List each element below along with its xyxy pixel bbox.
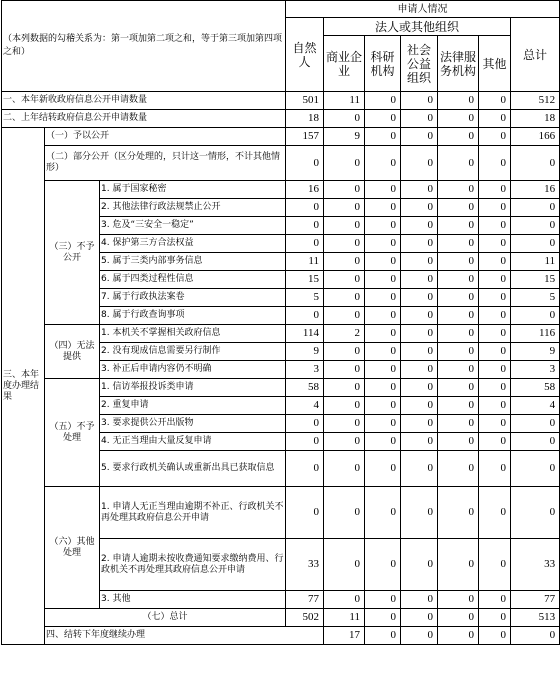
- natural-person-header: 自然人: [286, 18, 324, 92]
- row-label: （一）予以公开: [45, 128, 286, 146]
- cell-value: 0: [438, 591, 479, 609]
- cell-value: 0: [365, 609, 401, 627]
- cell-value: 0: [511, 415, 560, 433]
- cell-value: 0: [401, 199, 438, 217]
- cell-value: 0: [479, 253, 511, 271]
- cell-value: 0: [511, 451, 560, 487]
- cell-value: 0: [365, 271, 401, 289]
- cell-value: 0: [401, 92, 438, 110]
- cell-value: 0: [438, 487, 479, 539]
- cell-value: 0: [438, 451, 479, 487]
- cell-value: 0: [438, 397, 479, 415]
- cell-value: 0: [479, 181, 511, 199]
- cell-value: 4: [511, 397, 560, 415]
- cell-value: 0: [401, 181, 438, 199]
- cell-value: 0: [286, 199, 324, 217]
- cell-value: 0: [401, 325, 438, 343]
- table-row: [2, 128, 560, 146]
- cell-value: 9: [511, 343, 560, 361]
- cell-value: 0: [365, 487, 401, 539]
- cell-value: 9: [286, 343, 324, 361]
- cell-value: 0: [511, 199, 560, 217]
- cell-value: 17: [324, 627, 365, 645]
- cell-value: 0: [511, 307, 560, 325]
- cell-value: 15: [511, 271, 560, 289]
- cell-value: 3: [286, 361, 324, 379]
- group-label: （六）其他处理: [45, 487, 100, 609]
- cell-value: 18: [511, 110, 560, 128]
- cell-value: 0: [511, 146, 560, 181]
- cell-value: 11: [324, 92, 365, 110]
- commercial-header: 商业企业: [324, 36, 365, 92]
- cell-value: 0: [401, 433, 438, 451]
- cell-value: 0: [438, 379, 479, 397]
- cell-value: 0: [511, 487, 560, 539]
- cell-value: 0: [324, 307, 365, 325]
- row-label: 2. 申请人逾期未按收费通知要求缴纳费用、行政机关不再处理其政府信息公开申请: [100, 539, 286, 591]
- row-label: 4. 保护第三方合法权益: [100, 235, 286, 253]
- cell-value: 3: [511, 361, 560, 379]
- cell-value: 0: [479, 627, 511, 645]
- cell-value: 0: [479, 92, 511, 110]
- cell-value: 0: [438, 325, 479, 343]
- cell-value: 0: [324, 415, 365, 433]
- cell-value: 0: [438, 128, 479, 146]
- cell-value: 0: [438, 343, 479, 361]
- cell-value: 0: [438, 307, 479, 325]
- cell-value: 0: [365, 415, 401, 433]
- other-header: 其他: [479, 36, 511, 92]
- cell-value: 0: [365, 397, 401, 415]
- cell-value: 0: [324, 253, 365, 271]
- cell-value: 0: [438, 253, 479, 271]
- cell-value: 0: [401, 271, 438, 289]
- row-label: 一、本年新收政府信息公开申请数量: [2, 92, 286, 110]
- row-label: 6. 属于四类过程性信息: [100, 271, 286, 289]
- total-header: 总计: [511, 18, 560, 92]
- cell-value: 0: [438, 146, 479, 181]
- cell-value: 0: [365, 235, 401, 253]
- cell-value: 0: [511, 235, 560, 253]
- cell-value: 77: [286, 591, 324, 609]
- cell-value: 11: [324, 609, 365, 627]
- cell-value: 0: [365, 92, 401, 110]
- cell-value: 0: [479, 289, 511, 307]
- cell-value: 0: [479, 307, 511, 325]
- cell-value: 58: [511, 379, 560, 397]
- row-label: 二、上年结转政府信息公开申请数量: [2, 110, 286, 128]
- cell-value: 0: [401, 289, 438, 307]
- table-row: [2, 146, 560, 181]
- cell-value: 11: [286, 253, 324, 271]
- row-label: 5. 要求行政机关确认或重新出具已获取信息: [100, 451, 286, 487]
- cell-value: 0: [479, 199, 511, 217]
- table-row: [2, 379, 560, 397]
- cell-value: 0: [479, 235, 511, 253]
- data-table: [1, 0, 560, 645]
- social-header: 社会公益组织: [401, 36, 438, 92]
- cell-value: 0: [438, 415, 479, 433]
- cell-value: 0: [479, 487, 511, 539]
- cell-value: 0: [324, 397, 365, 415]
- cell-value: 0: [401, 343, 438, 361]
- table-note: （本列数据的勾稽关系为：第一项加第二项之和，等于第三项加第四项之和）: [2, 1, 286, 92]
- cell-value: 0: [365, 433, 401, 451]
- cell-value: 18: [286, 110, 324, 128]
- cell-value: 0: [438, 235, 479, 253]
- row-label: 3. 危及“三安全一稳定”: [100, 217, 286, 235]
- cell-value: 0: [324, 289, 365, 307]
- row-label: 2. 其他法律行政法规禁止公开: [100, 199, 286, 217]
- cell-value: 0: [479, 110, 511, 128]
- cell-value: 0: [324, 146, 365, 181]
- cell-value: 77: [511, 591, 560, 609]
- cell-value: 0: [286, 433, 324, 451]
- cell-value: 5: [286, 289, 324, 307]
- cell-value: 0: [401, 217, 438, 235]
- cell-value: 0: [324, 181, 365, 199]
- cell-value: 0: [324, 433, 365, 451]
- cell-value: 0: [479, 415, 511, 433]
- cell-value: 0: [479, 217, 511, 235]
- cell-value: 0: [286, 146, 324, 181]
- cell-value: 0: [324, 235, 365, 253]
- cell-value: 16: [286, 181, 324, 199]
- cell-value: 0: [324, 591, 365, 609]
- cell-value: 0: [479, 433, 511, 451]
- cell-value: 16: [511, 181, 560, 199]
- cell-value: 0: [401, 110, 438, 128]
- cell-value: 4: [286, 397, 324, 415]
- legal-org-header: 法人或其他组织: [324, 18, 511, 36]
- row-label: 1. 本机关不掌握相关政府信息: [100, 325, 286, 343]
- cell-value: 0: [401, 487, 438, 539]
- cell-value: 0: [324, 451, 365, 487]
- cell-value: 0: [324, 361, 365, 379]
- section-3-label: 三、本年度办理结果: [2, 128, 45, 645]
- cell-value: 0: [401, 591, 438, 609]
- cell-value: 0: [479, 271, 511, 289]
- row-label: 2. 没有现成信息需要另行制作: [100, 343, 286, 361]
- cell-value: 0: [401, 146, 438, 181]
- cell-value: 0: [365, 146, 401, 181]
- table-row: [2, 110, 560, 128]
- cell-value: 0: [479, 146, 511, 181]
- cell-value: 0: [479, 609, 511, 627]
- cell-value: 0: [401, 307, 438, 325]
- cell-value: 166: [511, 128, 560, 146]
- cell-value: 0: [401, 128, 438, 146]
- cell-value: 58: [286, 379, 324, 397]
- cell-value: 0: [438, 627, 479, 645]
- row-label: 8. 属于行政查询事项: [100, 307, 286, 325]
- cell-value: 0: [286, 415, 324, 433]
- cell-value: 0: [365, 539, 401, 591]
- row-label: 5. 属于三类内部事务信息: [100, 253, 286, 271]
- cell-value: 0: [286, 487, 324, 539]
- research-header: 科研机构: [365, 36, 401, 92]
- cell-value: 9: [324, 128, 365, 146]
- table-row: [2, 325, 560, 343]
- row-label: 3. 要求提供公开出版物: [100, 415, 286, 433]
- cell-value: 0: [511, 627, 560, 645]
- cell-value: 2: [324, 325, 365, 343]
- cell-value: 0: [365, 253, 401, 271]
- cell-value: 0: [324, 487, 365, 539]
- row-label: 1. 属于国家秘密: [100, 181, 286, 199]
- cell-value: 0: [286, 307, 324, 325]
- cell-value: 0: [511, 433, 560, 451]
- cell-value: 0: [479, 591, 511, 609]
- row-label: 7. 属于行政执法案卷: [100, 289, 286, 307]
- cell-value: 0: [438, 289, 479, 307]
- cell-value: 0: [365, 199, 401, 217]
- cell-value: 116: [511, 325, 560, 343]
- cell-value: 0: [401, 609, 438, 627]
- row-label: 3. 补正后申请内容仍不明确: [100, 361, 286, 379]
- cell-value: 157: [286, 128, 324, 146]
- cell-value: 0: [401, 253, 438, 271]
- row-label: 四、结转下年度继续办理: [45, 627, 324, 645]
- legal-service-header: 法律服务机构: [438, 36, 479, 92]
- cell-value: 0: [479, 325, 511, 343]
- cell-value: 0: [365, 627, 401, 645]
- cell-value: 0: [324, 199, 365, 217]
- group-label: （五）不予处理: [45, 379, 100, 487]
- table-row: [2, 487, 560, 539]
- cell-value: 0: [401, 627, 438, 645]
- cell-value: 0: [401, 397, 438, 415]
- cell-value: 0: [286, 217, 324, 235]
- cell-value: 0: [365, 451, 401, 487]
- row-label: 3. 其他: [100, 591, 286, 609]
- cell-value: 0: [324, 110, 365, 128]
- cell-value: 0: [365, 343, 401, 361]
- cell-value: 0: [401, 539, 438, 591]
- cell-value: 0: [401, 451, 438, 487]
- cell-value: 0: [401, 361, 438, 379]
- cell-value: 0: [438, 217, 479, 235]
- cell-value: 0: [479, 379, 511, 397]
- cell-value: 0: [511, 217, 560, 235]
- cell-value: 11: [511, 253, 560, 271]
- row-label: （二）部分公开（区分处理的，只计这一情形，不计其他情形）: [45, 146, 286, 181]
- table-row: [2, 609, 560, 627]
- cell-value: 0: [401, 415, 438, 433]
- cell-value: 512: [511, 92, 560, 110]
- cell-value: 513: [511, 609, 560, 627]
- cell-value: 5: [511, 289, 560, 307]
- cell-value: 0: [438, 199, 479, 217]
- cell-value: 0: [324, 217, 365, 235]
- cell-value: 33: [286, 539, 324, 591]
- cell-value: 0: [401, 235, 438, 253]
- cell-value: 0: [365, 181, 401, 199]
- cell-value: 33: [511, 539, 560, 591]
- cell-value: 0: [286, 235, 324, 253]
- cell-value: 0: [479, 343, 511, 361]
- cell-value: 15: [286, 271, 324, 289]
- cell-value: 0: [438, 539, 479, 591]
- cell-value: 0: [365, 325, 401, 343]
- row-label: （七）总计: [45, 609, 286, 627]
- cell-value: 0: [324, 539, 365, 591]
- cell-value: 0: [324, 271, 365, 289]
- cell-value: 0: [365, 128, 401, 146]
- group-label: （三）不予公开: [45, 181, 100, 325]
- cell-value: 0: [479, 361, 511, 379]
- cell-value: 0: [365, 217, 401, 235]
- cell-value: 0: [324, 343, 365, 361]
- cell-value: 114: [286, 325, 324, 343]
- cell-value: 0: [438, 609, 479, 627]
- cell-value: 0: [479, 539, 511, 591]
- cell-value: 0: [479, 128, 511, 146]
- row-label: 2. 重复申请: [100, 397, 286, 415]
- cell-value: 0: [324, 379, 365, 397]
- cell-value: 0: [438, 181, 479, 199]
- cell-value: 0: [365, 361, 401, 379]
- cell-value: 502: [286, 609, 324, 627]
- cell-value: 0: [365, 289, 401, 307]
- cell-value: 0: [286, 451, 324, 487]
- row-label: 1. 信访举报投诉类申请: [100, 379, 286, 397]
- applicant-header: 申请人情况: [286, 1, 560, 18]
- cell-value: 0: [438, 433, 479, 451]
- cell-value: 0: [365, 307, 401, 325]
- cell-value: 501: [286, 92, 324, 110]
- table-row: [2, 92, 560, 110]
- cell-value: 0: [365, 379, 401, 397]
- cell-value: 0: [365, 591, 401, 609]
- cell-value: 0: [479, 397, 511, 415]
- cell-value: 0: [401, 379, 438, 397]
- group-label: （四）无法提供: [45, 325, 100, 379]
- cell-value: 0: [438, 92, 479, 110]
- cell-value: 0: [438, 110, 479, 128]
- cell-value: 0: [438, 361, 479, 379]
- table-row: [2, 181, 560, 199]
- table-row: [2, 627, 560, 645]
- cell-value: 0: [438, 271, 479, 289]
- row-label: 4. 无正当理由大量反复申请: [100, 433, 286, 451]
- cell-value: 0: [479, 451, 511, 487]
- cell-value: 0: [365, 110, 401, 128]
- row-label: 1. 申请人无正当理由逾期不补正、行政机关不再处理其政府信息公开申请: [100, 487, 286, 539]
